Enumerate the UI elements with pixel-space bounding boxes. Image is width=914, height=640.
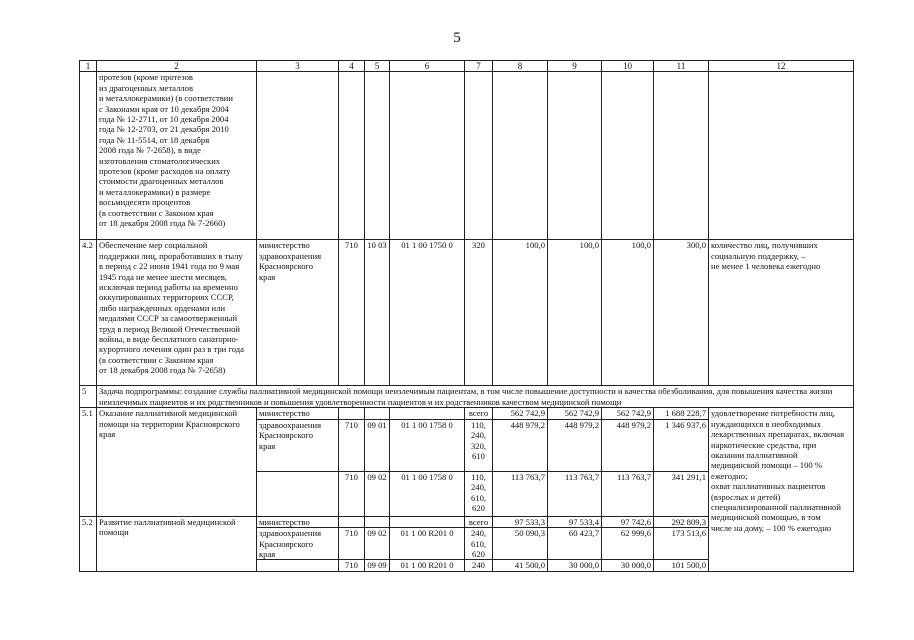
value-year-2: 60 423,7 bbox=[548, 528, 602, 560]
value-total: 173 513,6 bbox=[654, 528, 709, 560]
row-number: 5 bbox=[80, 386, 97, 408]
value-year-2: 30 000,0 bbox=[548, 560, 602, 571]
program-table bbox=[79, 60, 854, 572]
value-year-2: 448 979,2 bbox=[548, 419, 602, 471]
row-ministry: министерство здравоохранения Красноярского края bbox=[257, 240, 339, 386]
code-rzpr: 09 09 bbox=[365, 560, 390, 571]
total-label: всего bbox=[465, 516, 493, 527]
value-total: 1 346 937,6 bbox=[654, 419, 709, 471]
total-year-3: 97 742,6 bbox=[602, 516, 654, 527]
code-vr: 240, 610, 620 bbox=[465, 528, 493, 560]
code-rzpr: 10 03 bbox=[365, 240, 390, 386]
col-number: 4 bbox=[339, 61, 365, 72]
code-rzpr: 09 02 bbox=[365, 471, 390, 516]
total-sum: 1 688 228,7 bbox=[654, 408, 709, 419]
total-year-1: 562 742,9 bbox=[493, 408, 548, 419]
row-number: 5.2 bbox=[80, 516, 97, 571]
code-rzpr: 09 01 bbox=[365, 419, 390, 471]
value-total: 341 291,1 bbox=[654, 471, 709, 516]
value-year-3: 113 763,7 bbox=[602, 471, 654, 516]
code-gr: 710 bbox=[339, 419, 365, 471]
code-gr: 710 bbox=[339, 240, 365, 386]
col-number: 11 bbox=[654, 61, 709, 72]
value-year-2: 113 763,7 bbox=[548, 471, 602, 516]
total-year-1: 97 533,3 bbox=[493, 516, 548, 527]
code-csr: 01 1 00 1758 0 bbox=[390, 419, 465, 471]
value-year-1: 448 979,2 bbox=[493, 419, 548, 471]
table-row-continuation bbox=[80, 72, 854, 240]
col-number: 12 bbox=[709, 61, 854, 72]
row-ministry: здравоохранения Красноярского края bbox=[257, 528, 339, 560]
total-year-2: 562 742,9 bbox=[548, 408, 602, 419]
code-gr: 710 bbox=[339, 471, 365, 516]
value-total: 300,0 bbox=[654, 240, 709, 386]
code-vr: 240 bbox=[465, 560, 493, 571]
row-cont-text: протезов (кроме протезов из драгоценных металлов и металлокерамики) (в соответствии с Законами края от 10 декабря 2004 года № 12-2711, от 10 декабря 2004 года № 12-2703, от 21 декабря 2010 года № 11-5514, от 18 декабря 2008 года № 7-2658), в виде изготовления стоматологических протезов (кроме расходов на оплату стоимости драгоценных металлов и металлокерамики) в размере восьмидесяти процентов (в соответствии с Законом края от 18 декабря 2008 года № 7-2660) bbox=[97, 72, 257, 240]
code-rzpr: 09 02 bbox=[365, 528, 390, 560]
total-year-3: 562 742,9 bbox=[602, 408, 654, 419]
total-sum: 292 809,3 bbox=[654, 516, 709, 527]
table-row-4-2 bbox=[80, 240, 854, 386]
col-number: 7 bbox=[465, 61, 493, 72]
code-gr: 710 bbox=[339, 560, 365, 571]
value-year-1: 41 500,0 bbox=[493, 560, 548, 571]
row-result: удовлетворение потребности лиц, нуждающихся в необходимых лекарственных препаратах, включая наркотические средства, при оказании паллиативной медицинской помощи – 100 % ежегодно; охват паллиативных пациентов (взрослых и детей) специализированной паллиативной медицинской помощью, в том числе на дому, – 100 % ежегодно bbox=[709, 408, 854, 571]
row-result: количество лиц, получивших социальную поддержку, – не менее 1 человека ежегодно bbox=[709, 240, 854, 386]
row-name: Оказание паллиативной медицинской помощи на территории Красноярского края bbox=[97, 408, 257, 516]
row-ministry: министерство bbox=[257, 408, 339, 419]
row-number: 4.2 bbox=[80, 240, 97, 386]
value-year-1: 100,0 bbox=[493, 240, 548, 386]
code-vr: 110, 240, 320, 610 bbox=[465, 419, 493, 471]
value-year-3: 62 999,6 bbox=[602, 528, 654, 560]
value-year-1: 50 090,3 bbox=[493, 528, 548, 560]
value-year-3: 100,0 bbox=[602, 240, 654, 386]
col-number: 2 bbox=[97, 61, 257, 72]
col-number: 6 bbox=[390, 61, 465, 72]
code-csr: 01 1 00 1750 0 bbox=[390, 240, 465, 386]
col-number: 1 bbox=[80, 61, 97, 72]
total-year-2: 97 533,4 bbox=[548, 516, 602, 527]
code-vr: 320 bbox=[465, 240, 493, 386]
row-ministry: министерство bbox=[257, 516, 339, 527]
value-year-3: 30 000,0 bbox=[602, 560, 654, 571]
page-number: 5 bbox=[453, 30, 461, 46]
row-name: Обеспечение мер социальной поддержки лиц, проработавших в тылу в период с 22 июня 1941 года по 9 мая 1945 года не менее шести месяцев, исключая период работы на временно оккупированных территориях СССР, либо награжденных орденами или медалями СССР за самоотверженный труд в период Великой Отечественной войны, в виде бесплатного санаторно- курортного лечения один раз в три года (в соответствии с Законом края от 18 декабря 2008 года № 7-2658) bbox=[97, 240, 257, 386]
col-number: 8 bbox=[493, 61, 548, 72]
col-number: 10 bbox=[602, 61, 654, 72]
col-number: 9 bbox=[548, 61, 602, 72]
code-vr: 110, 240, 610, 620 bbox=[465, 471, 493, 516]
code-csr: 01 1 00 1758 0 bbox=[390, 471, 465, 516]
row-name: Развитие паллиативной медицинской помощи bbox=[97, 516, 257, 571]
row-number: 5.1 bbox=[80, 408, 97, 516]
code-gr: 710 bbox=[339, 528, 365, 560]
code-csr: 01 1 00 R201 0 bbox=[390, 528, 465, 560]
table-row-5-1-total bbox=[80, 408, 854, 419]
column-number-row bbox=[80, 61, 854, 72]
row-ministry: здравоохранения Красноярского края bbox=[257, 419, 339, 471]
value-total: 101 500,0 bbox=[654, 560, 709, 571]
code-csr: 01 1 00 R201 0 bbox=[390, 560, 465, 571]
value-year-3: 448 979,2 bbox=[602, 419, 654, 471]
value-year-1: 113 763,7 bbox=[493, 471, 548, 516]
value-year-2: 100,0 bbox=[548, 240, 602, 386]
col-number: 5 bbox=[365, 61, 390, 72]
table-row-5 bbox=[80, 386, 854, 408]
col-number: 3 bbox=[257, 61, 339, 72]
task-text: Задача подпрограммы: создание службы паллиативной медицинской помощи неизлечимым пациентам, в том числе повышение доступности и качества обезболивания, для повышения качества жизни неизлечимых пациентов и их родственников и повышения удовлетворенности пациентов и их родственников качеством медицинской помощи bbox=[97, 386, 854, 408]
total-label: всего bbox=[465, 408, 493, 419]
